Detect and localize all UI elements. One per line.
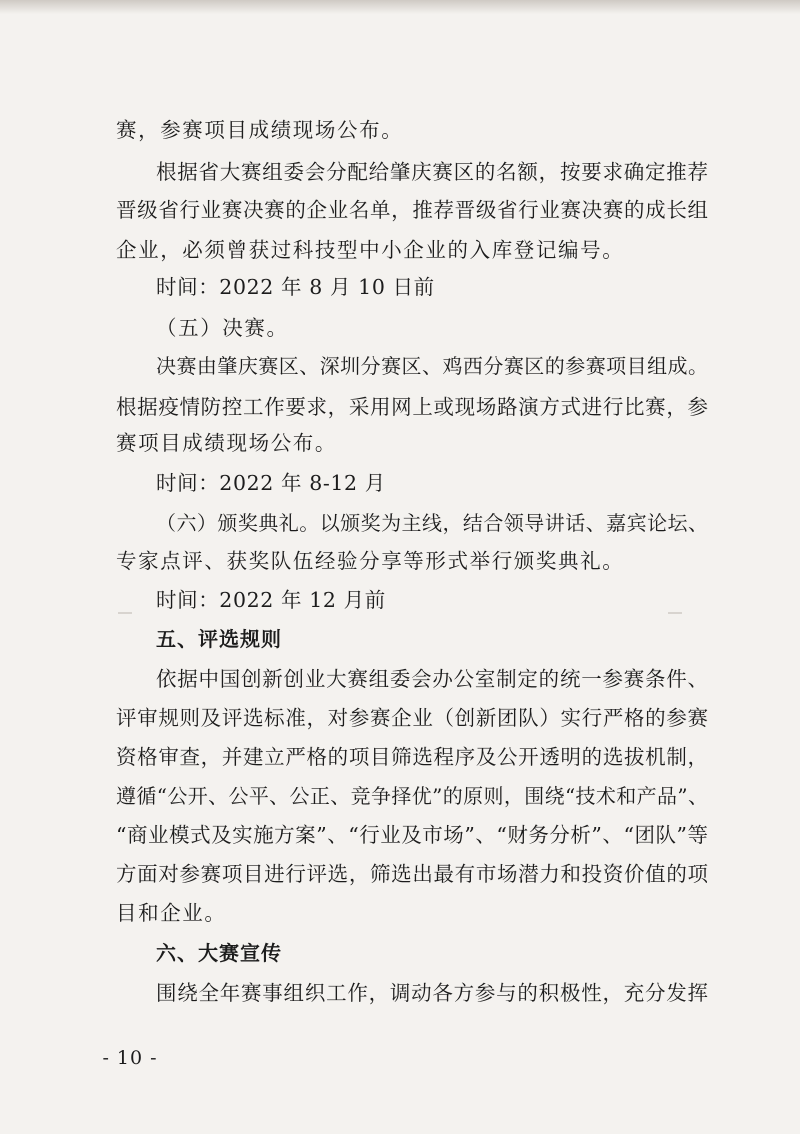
paragraph-line: 评审规则及评选标准，对参赛企业（创新团队）实行严格的参赛: [116, 706, 708, 730]
section-subheading: （五）决赛。: [156, 316, 289, 340]
paragraph-line: 依据中国创新创业大赛组委会办公室制定的统一参赛条件、: [156, 667, 708, 691]
page-number: - 10 -: [102, 1047, 158, 1069]
paragraph-line: 目和企业。: [116, 901, 227, 925]
date-line: 时间：2022 年 12 月前: [156, 588, 386, 612]
section-heading: 六、大赛宣传: [156, 941, 282, 965]
scan-edge: [0, 0, 800, 14]
paragraph-line: 遵循“公开、公平、公正、竞争择优”的原则，围绕“技术和产品”、: [116, 784, 708, 808]
paragraph-line: 晋级省行业赛决赛的企业名单，推荐晋级省行业赛决赛的成长组: [116, 198, 708, 222]
paragraph-line: 企业，必须曾获过科技型中小企业的入库登记编号。: [116, 238, 625, 262]
scan-speck: [118, 612, 132, 614]
paragraph-line: 根据省大赛组委会分配给肇庆赛区的名额，按要求确定推荐: [156, 160, 708, 184]
paragraph-line: 方面对参赛项目进行评选，筛选出最有市场潜力和投资价值的项: [116, 862, 708, 886]
paragraph-line: 决赛由肇庆赛区、深圳分赛区、鸡西分赛区的参赛项目组成。: [156, 354, 708, 378]
paragraph-line: 专家点评、获奖队伍经验分享等形式举行颁奖典礼。: [116, 549, 625, 573]
section-heading: 五、评选规则: [156, 627, 282, 651]
paragraph-line: （六）颁奖典礼。以颁奖为主线，结合领导讲话、嘉宾论坛、: [156, 511, 708, 535]
paragraph-line: 根据疫情防控工作要求，采用网上或现场路演方式进行比赛，参: [116, 395, 708, 419]
date-line: 时间：2022 年 8-12 月: [156, 471, 386, 495]
paragraph-line: 赛，参赛项目成绩现场公布。: [116, 118, 404, 142]
paragraph-line: “商业模式及实施方案”、“行业及市场”、“财务分析”、“团队”等: [116, 823, 708, 847]
paragraph-line: 赛项目成绩现场公布。: [116, 431, 337, 455]
paragraph-line: 围绕全年赛事组织工作，调动各方参与的积极性，充分发挥: [156, 981, 708, 1005]
date-line: 时间：2022 年 8 月 10 日前: [156, 275, 435, 299]
paragraph-line: 资格审查，并建立严格的项目筛选程序及公开透明的选拔机制，: [116, 745, 708, 769]
